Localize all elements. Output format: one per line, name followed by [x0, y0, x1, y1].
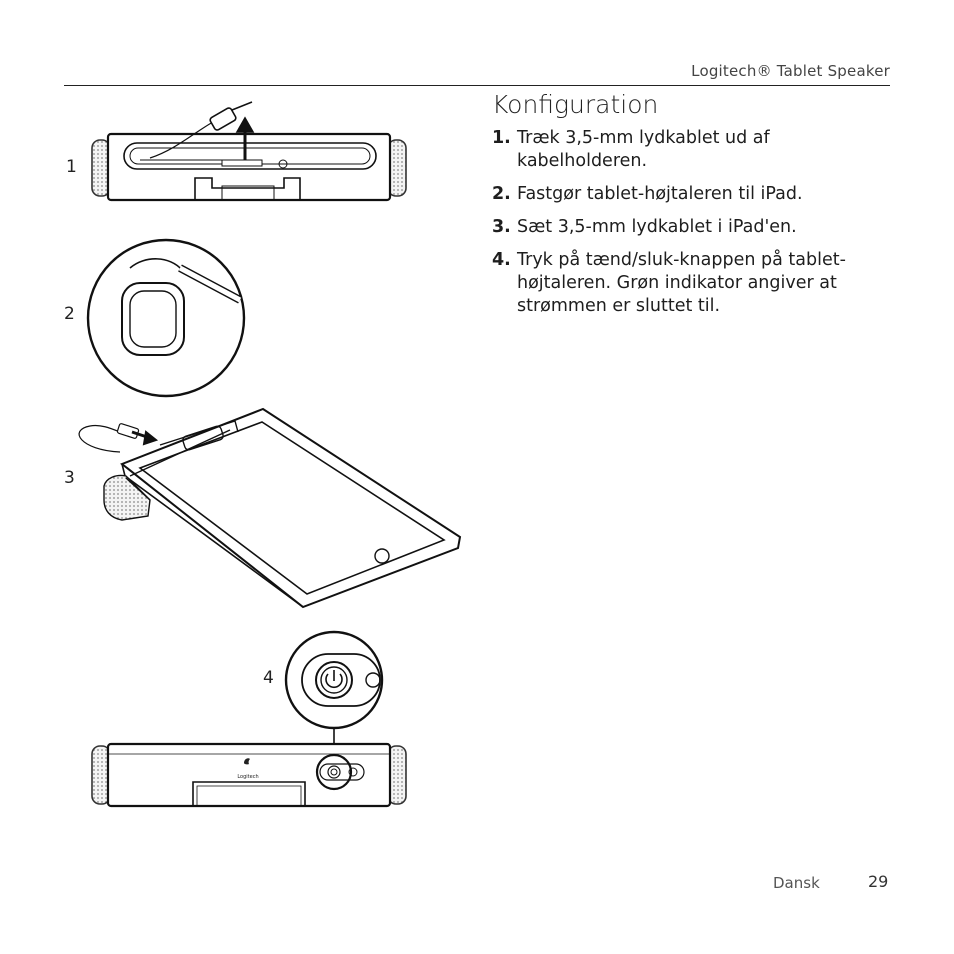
header-product-title: Logitech® Tablet Speaker	[691, 62, 890, 80]
section-title: Konfiguration	[492, 90, 659, 119]
step-text: Træk 3,5-mm lydkablet ud af kabelholderen.	[517, 128, 770, 171]
figure-label-4: 4	[263, 668, 274, 688]
step-number: 4.	[492, 250, 511, 270]
step-number: 1.	[492, 128, 511, 148]
figure-2-cable-holder-closeup	[88, 240, 244, 396]
speaker-logo-text: Logitech	[237, 774, 259, 780]
figure-3-ipad-with-speaker	[79, 409, 460, 607]
figure-1-speaker-cable-removal	[92, 102, 406, 200]
figure-label-3: 3	[64, 468, 75, 488]
step-text: Sæt 3,5-mm lydkablet i iPad'en.	[517, 217, 797, 237]
footer-language: Dansk	[773, 874, 820, 892]
step-number: 2.	[492, 184, 511, 204]
figure-label-2: 2	[64, 304, 75, 324]
step-number: 3.	[492, 217, 511, 237]
figure-4-power-button-closeup	[286, 632, 382, 756]
footer-page-number: 29	[868, 872, 889, 891]
step-text: Fastgør tablet-højtaleren til iPad.	[517, 184, 803, 204]
step-text: Tryk på tænd/sluk-knappen på tablet-højtaleren. Grøn indikator angiver at strømmen er sluttet til.	[517, 250, 846, 316]
figure-label-1: 1	[66, 157, 77, 177]
